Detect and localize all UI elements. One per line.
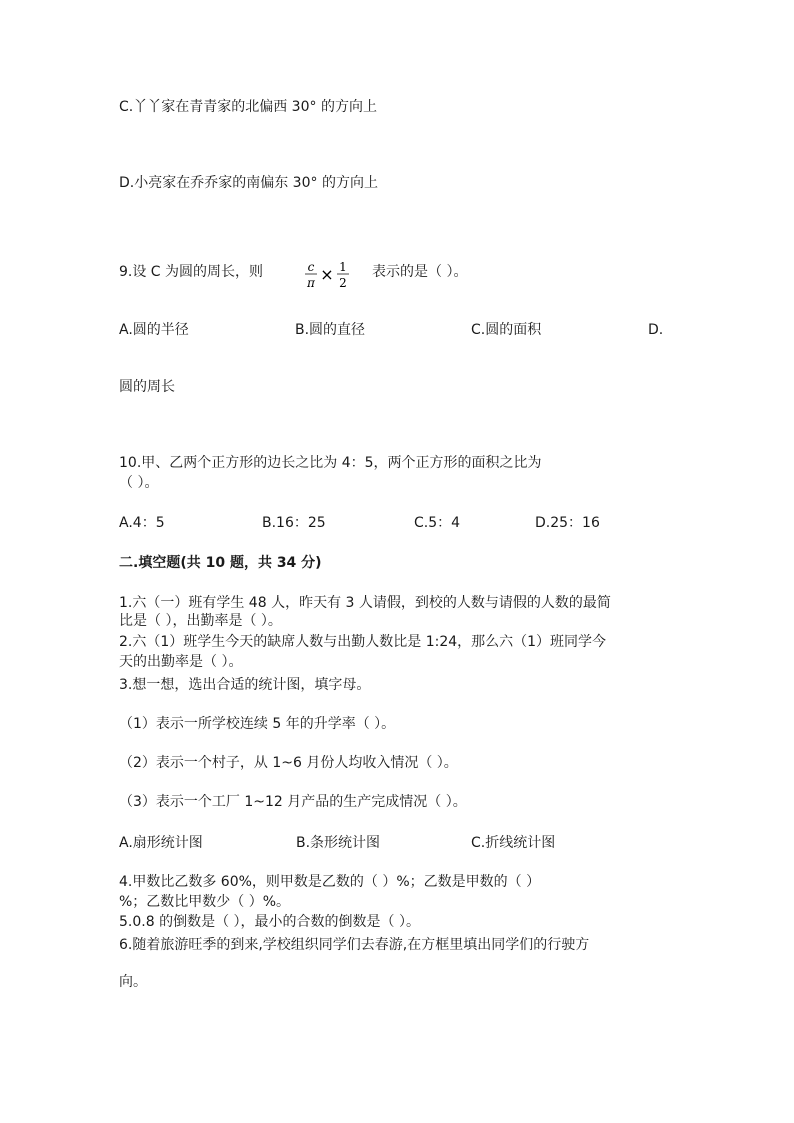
formula-graphic [303,259,351,293]
q10-stem-line1: 10.甲、乙两个正方形的边长之比为 4：5，两个正方形的面积之比为 [119,455,542,471]
fill-q6-line1: 6.随着旅游旺季的到来,学校组织同学们去春游,在方框里填出同学们的行驶方 [119,937,590,953]
formula-numerator: c [307,260,315,274]
q9-formula [303,259,351,293]
formula-operator: × [320,265,334,284]
fill-q3-option-a: A.扇形统计图 [119,835,203,851]
q9-option-b: B.圆的直径 [295,322,366,338]
fill-q5: 5.0.8 的倒数是（ ），最小的合数的倒数是（ ）。 [119,914,420,930]
fill-q1-line2: 比是（ ），出勤率是（ ）。 [119,613,282,629]
fill-q2-line2: 天的出勤率是（ ）。 [119,654,243,670]
q8-option-c: C.丫丫家在青青家的北偏西 30° 的方向上 [119,99,377,115]
formula-frac-den: 2 [339,276,347,290]
fill-q3-sub1: （1）表示一所学校连续 5 年的升学率（ ）。 [119,716,396,732]
formula-denominator: π [307,276,315,290]
q9-stem-after: 表示的是（ ）。 [372,264,468,280]
formula-frac-num: 1 [339,260,347,274]
q10-stem-line2: （ ）。 [119,475,159,491]
q10-option-b: B.16：25 [262,515,326,531]
section-title: 二.填空题(共 10 题，共 34 分) [119,555,322,571]
q8-option-d: D.小亮家在乔乔家的南偏东 30° 的方向上 [119,175,378,191]
q9-option-c: C.圆的面积 [471,322,542,338]
q9-option-a: A.圆的半径 [119,322,189,338]
fill-q4-line1: 4.甲数比乙数多 60%，则甲数是乙数的（ ）%；乙数是甲数的（ ） [119,874,541,890]
fill-q3-option-c: C.折线统计图 [471,835,556,851]
fill-q1-line1: 1.六（一）班有学生 48 人，昨天有 3 人请假，到校的人数与请假的人数的最简 [119,595,611,611]
q9-option-d-cont: 圆的周长 [119,379,175,395]
q9-stem-before: 9.设 C 为圆的周长，则 [119,264,264,280]
fill-q4-line2: %；乙数比甲数少（ ）%。 [119,894,291,910]
fill-q3-stem: 3.想一想，选出合适的统计图，填字母。 [119,677,371,693]
fill-q3-sub3: （3）表示一个工厂 1~12 月产品的生产完成情况（ ）。 [119,794,467,810]
fill-q3-sub2: （2）表示一个村子，从 1~6 月份人均收入情况（ ）。 [119,755,458,771]
fill-q3-option-b: B.条形统计图 [296,835,381,851]
q10-option-c: C.5：4 [414,515,461,531]
q10-option-d: D.25：16 [535,515,600,531]
fill-q6-line2: 向。 [119,974,147,990]
fill-q2-line1: 2.六（1）班学生今天的缺席人数与出勤人数比是 1:24，那么六（1）班同学今 [119,634,607,650]
q10-option-a: A.4：5 [119,515,165,531]
q9-option-d: D. [648,322,664,338]
